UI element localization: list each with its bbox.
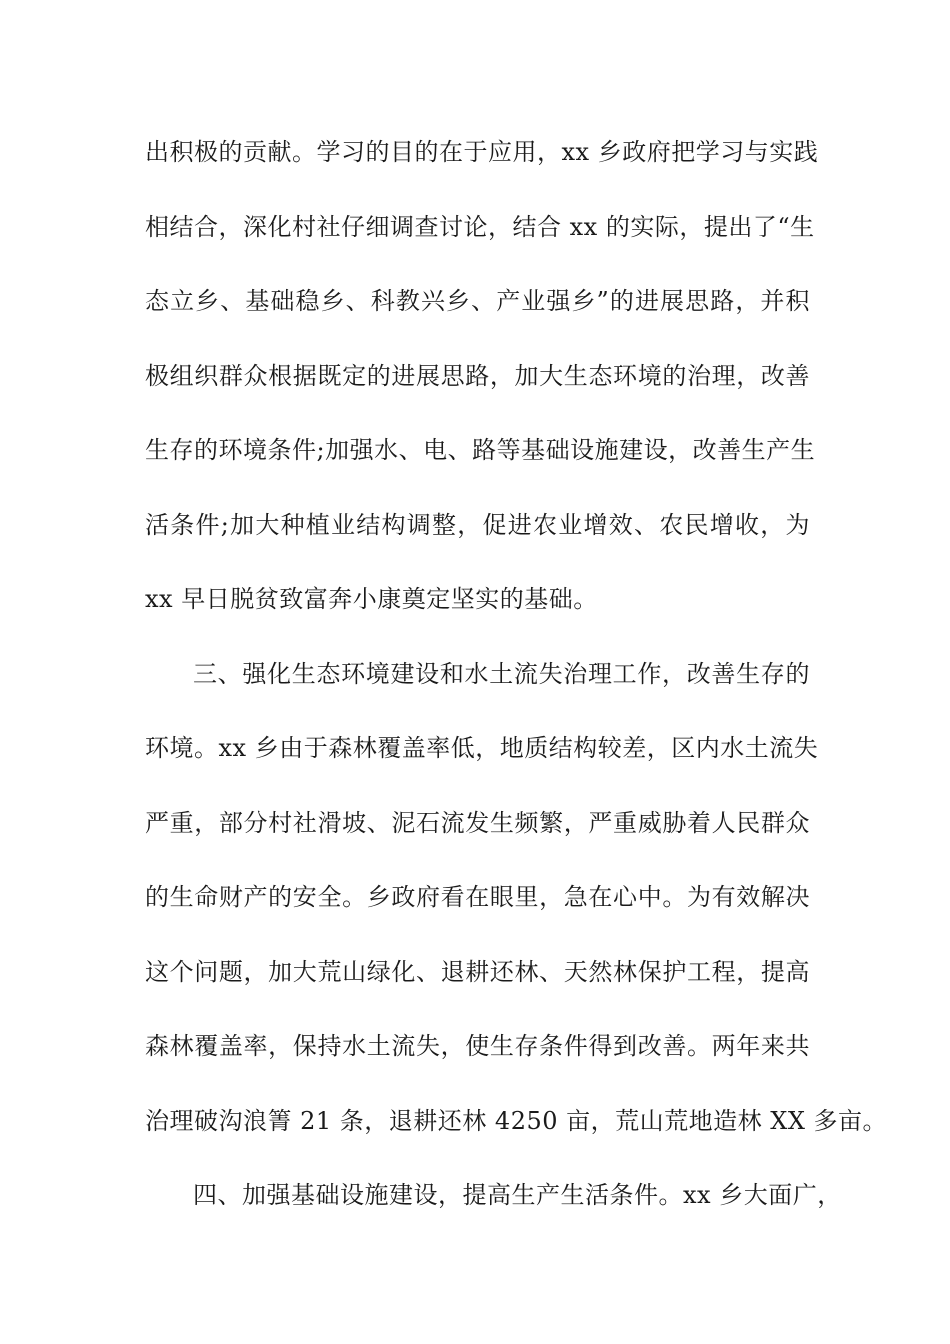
- text-line: 治理破沟浪箐 21 条，退耕还林 4250 亩，荒山荒地造林 XX 多亩。: [145, 1106, 888, 1135]
- paragraph-heading-three: 三、强化生态环境建设和水土流失治理工作，改善生存的: [193, 659, 810, 688]
- text-line: 这个问题，加大荒山绿化、退耕还林、天然林保护工程，提高: [145, 957, 810, 986]
- text-line: 环境。xx 乡由于森林覆盖率低，地质结构较差，区内水土流失: [145, 734, 819, 762]
- body-text: [145, 128, 888, 1246]
- text-line: 活条件;加大种植业结构调整，促进农业增效、农民增收，为: [145, 510, 810, 539]
- text-line: 相结合，深化村社仔细调查讨论，结合 xx 的实际，提出了“生: [145, 212, 815, 241]
- text-line: 极组织群众根据既定的进展思路，加大生态环境的治理，改善: [145, 361, 810, 390]
- text-line: 态立乡、基础稳乡、科教兴乡、产业强乡”的进展思路，并积: [145, 287, 810, 315]
- text-line: 的生命财产的安全。乡政府看在眼里，急在心中。为有效解决: [145, 883, 810, 911]
- paragraph-heading-four: 四、加强基础设施建设，提高生产生活条件。xx 乡大面广，: [193, 1181, 842, 1209]
- text-line: 出积极的贡献。学习的目的在于应用，xx 乡政府把学习与实践: [145, 138, 819, 166]
- text-line: 严重，部分村社滑坡、泥石流发生频繁，严重威胁着人民群众: [145, 808, 810, 837]
- text-line: 森林覆盖率，保持水土流失，使生存条件得到改善。两年来共: [145, 1032, 810, 1060]
- text-line: 生存的环境条件;加强水、电、路等基础设施建设，改善生产生: [145, 436, 816, 464]
- text-line: xx 早日脱贫致富奔小康奠定坚实的基础。: [145, 585, 598, 613]
